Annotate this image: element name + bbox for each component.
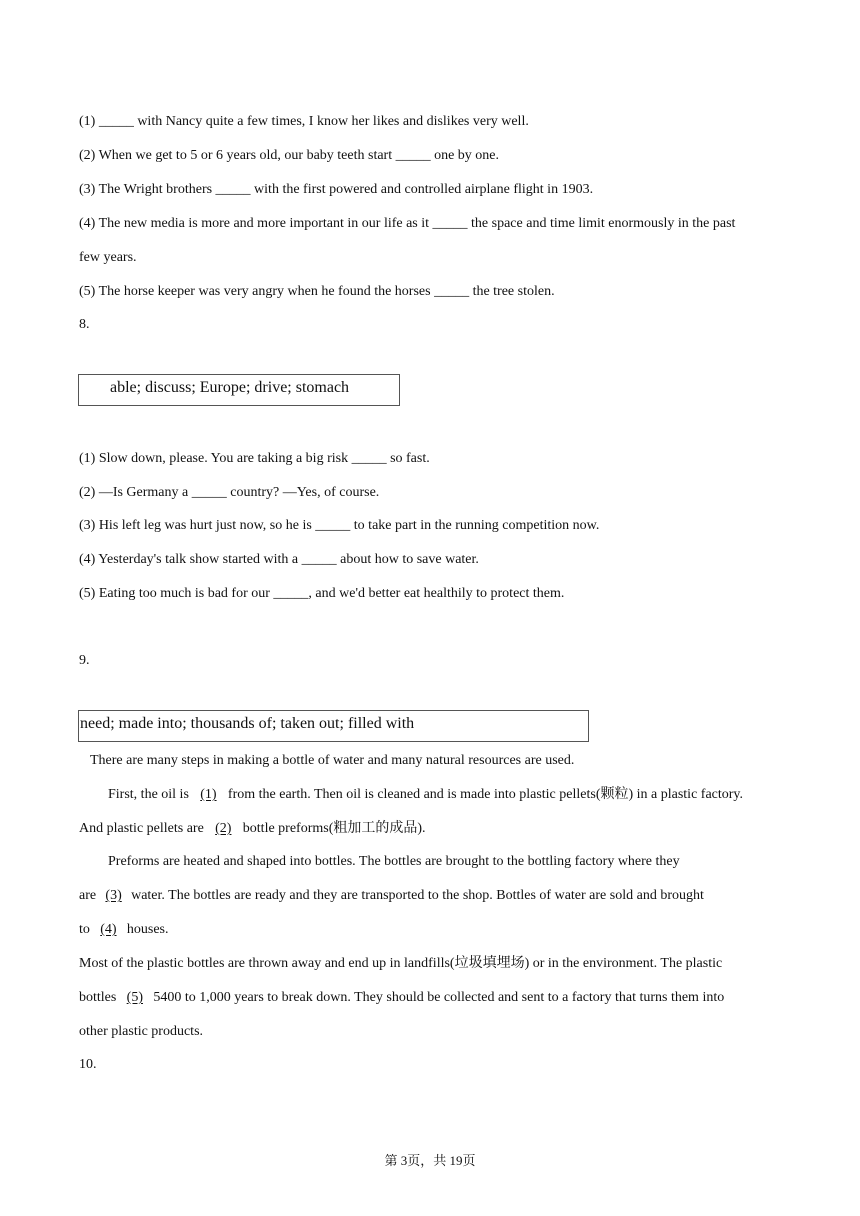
s7-question-3: (3) The Wright brothers _____ with the first powered and controlled airplane flight in 1903. — [79, 182, 594, 197]
question-number-9: 9. — [79, 653, 90, 668]
passage-text: to — [79, 922, 90, 937]
s8-question-5: (5) Eating too much is bad for our _____, and we'd better eat healthily to protect them. — [79, 586, 565, 601]
s8-question-2: (2) —Is Germany a _____ country? —Yes, of course. — [79, 485, 380, 500]
blank-4[interactable]: (4) — [100, 922, 117, 937]
s8-question-1: (1) Slow down, please. You are taking a big risk _____ so fast. — [79, 451, 430, 466]
passage-line-2 — [108, 786, 743, 804]
blank-1[interactable]: (1) — [200, 787, 217, 802]
passage-text: bottle preforms(粗加工的成品). — [242, 821, 426, 836]
passage-line-9: other plastic products. — [79, 1024, 204, 1039]
passage-text: houses. — [126, 922, 169, 937]
s8-question-4: (4) Yesterday's talk show started with a _____ about how to save water. — [79, 552, 479, 567]
page-footer: 第 3页，共 19页 — [384, 1153, 476, 1168]
s7-question-1: (1) _____ with Nancy quite a few times, I know her likes and dislikes very well. — [79, 114, 529, 129]
passage-line-4: Preforms are heated and shaped into bottles. The bottles are brought to the bottling factory where they — [108, 854, 680, 869]
passage-line-8 — [79, 989, 724, 1007]
blank-5[interactable]: (5) — [126, 990, 143, 1005]
s8-question-3: (3) His left leg was hurt just now, so he is _____ to take part in the running competition now. — [79, 518, 600, 533]
question-number-8: 8. — [79, 317, 90, 332]
s7-question-4-cont: few years. — [79, 250, 137, 265]
passage-line-3 — [79, 820, 426, 838]
word-box-9: need; made into; thousands of; taken out; filled with — [78, 710, 589, 742]
word-box-8: able; discuss; Europe; drive; stomach — [78, 374, 400, 406]
passage-line-7: Most of the plastic bottles are thrown away and end up in landfills(垃圾填埋场) or in the environment. The plastic — [79, 956, 723, 971]
passage-line-6 — [79, 921, 169, 939]
blank-3[interactable]: (3) — [105, 888, 122, 903]
passage-text: 5400 to 1,000 years to break down. They should be collected and sent to a factory that turns them into — [153, 990, 725, 1005]
passage-line-1: There are many steps in making a bottle of water and many natural resources are used. — [90, 753, 575, 768]
passage-text: are — [79, 888, 97, 903]
passage-text: water. The bottles are ready and they are transported to the shop. Bottles of water are sold and brought — [131, 888, 704, 903]
s7-question-2: (2) When we get to 5 or 6 years old, our baby teeth start _____ one by one. — [79, 148, 500, 163]
blank-2[interactable]: (2) — [215, 821, 232, 836]
passage-text: First, the oil is — [108, 787, 189, 802]
passage-text: And plastic pellets are — [79, 821, 204, 836]
s7-question-4: (4) The new media is more and more important in our life as it _____ the space and time limit enormously in the past — [79, 216, 736, 231]
passage-line-5 — [79, 887, 704, 905]
s7-question-5: (5) The horse keeper was very angry when he found the horses _____ the tree stolen. — [79, 284, 555, 299]
passage-text: bottles — [79, 990, 117, 1005]
question-number-10: 10. — [79, 1057, 97, 1072]
passage-text: from the earth. Then oil is cleaned and is made into plastic pellets(颗粒) in a plastic factory. — [227, 787, 744, 802]
